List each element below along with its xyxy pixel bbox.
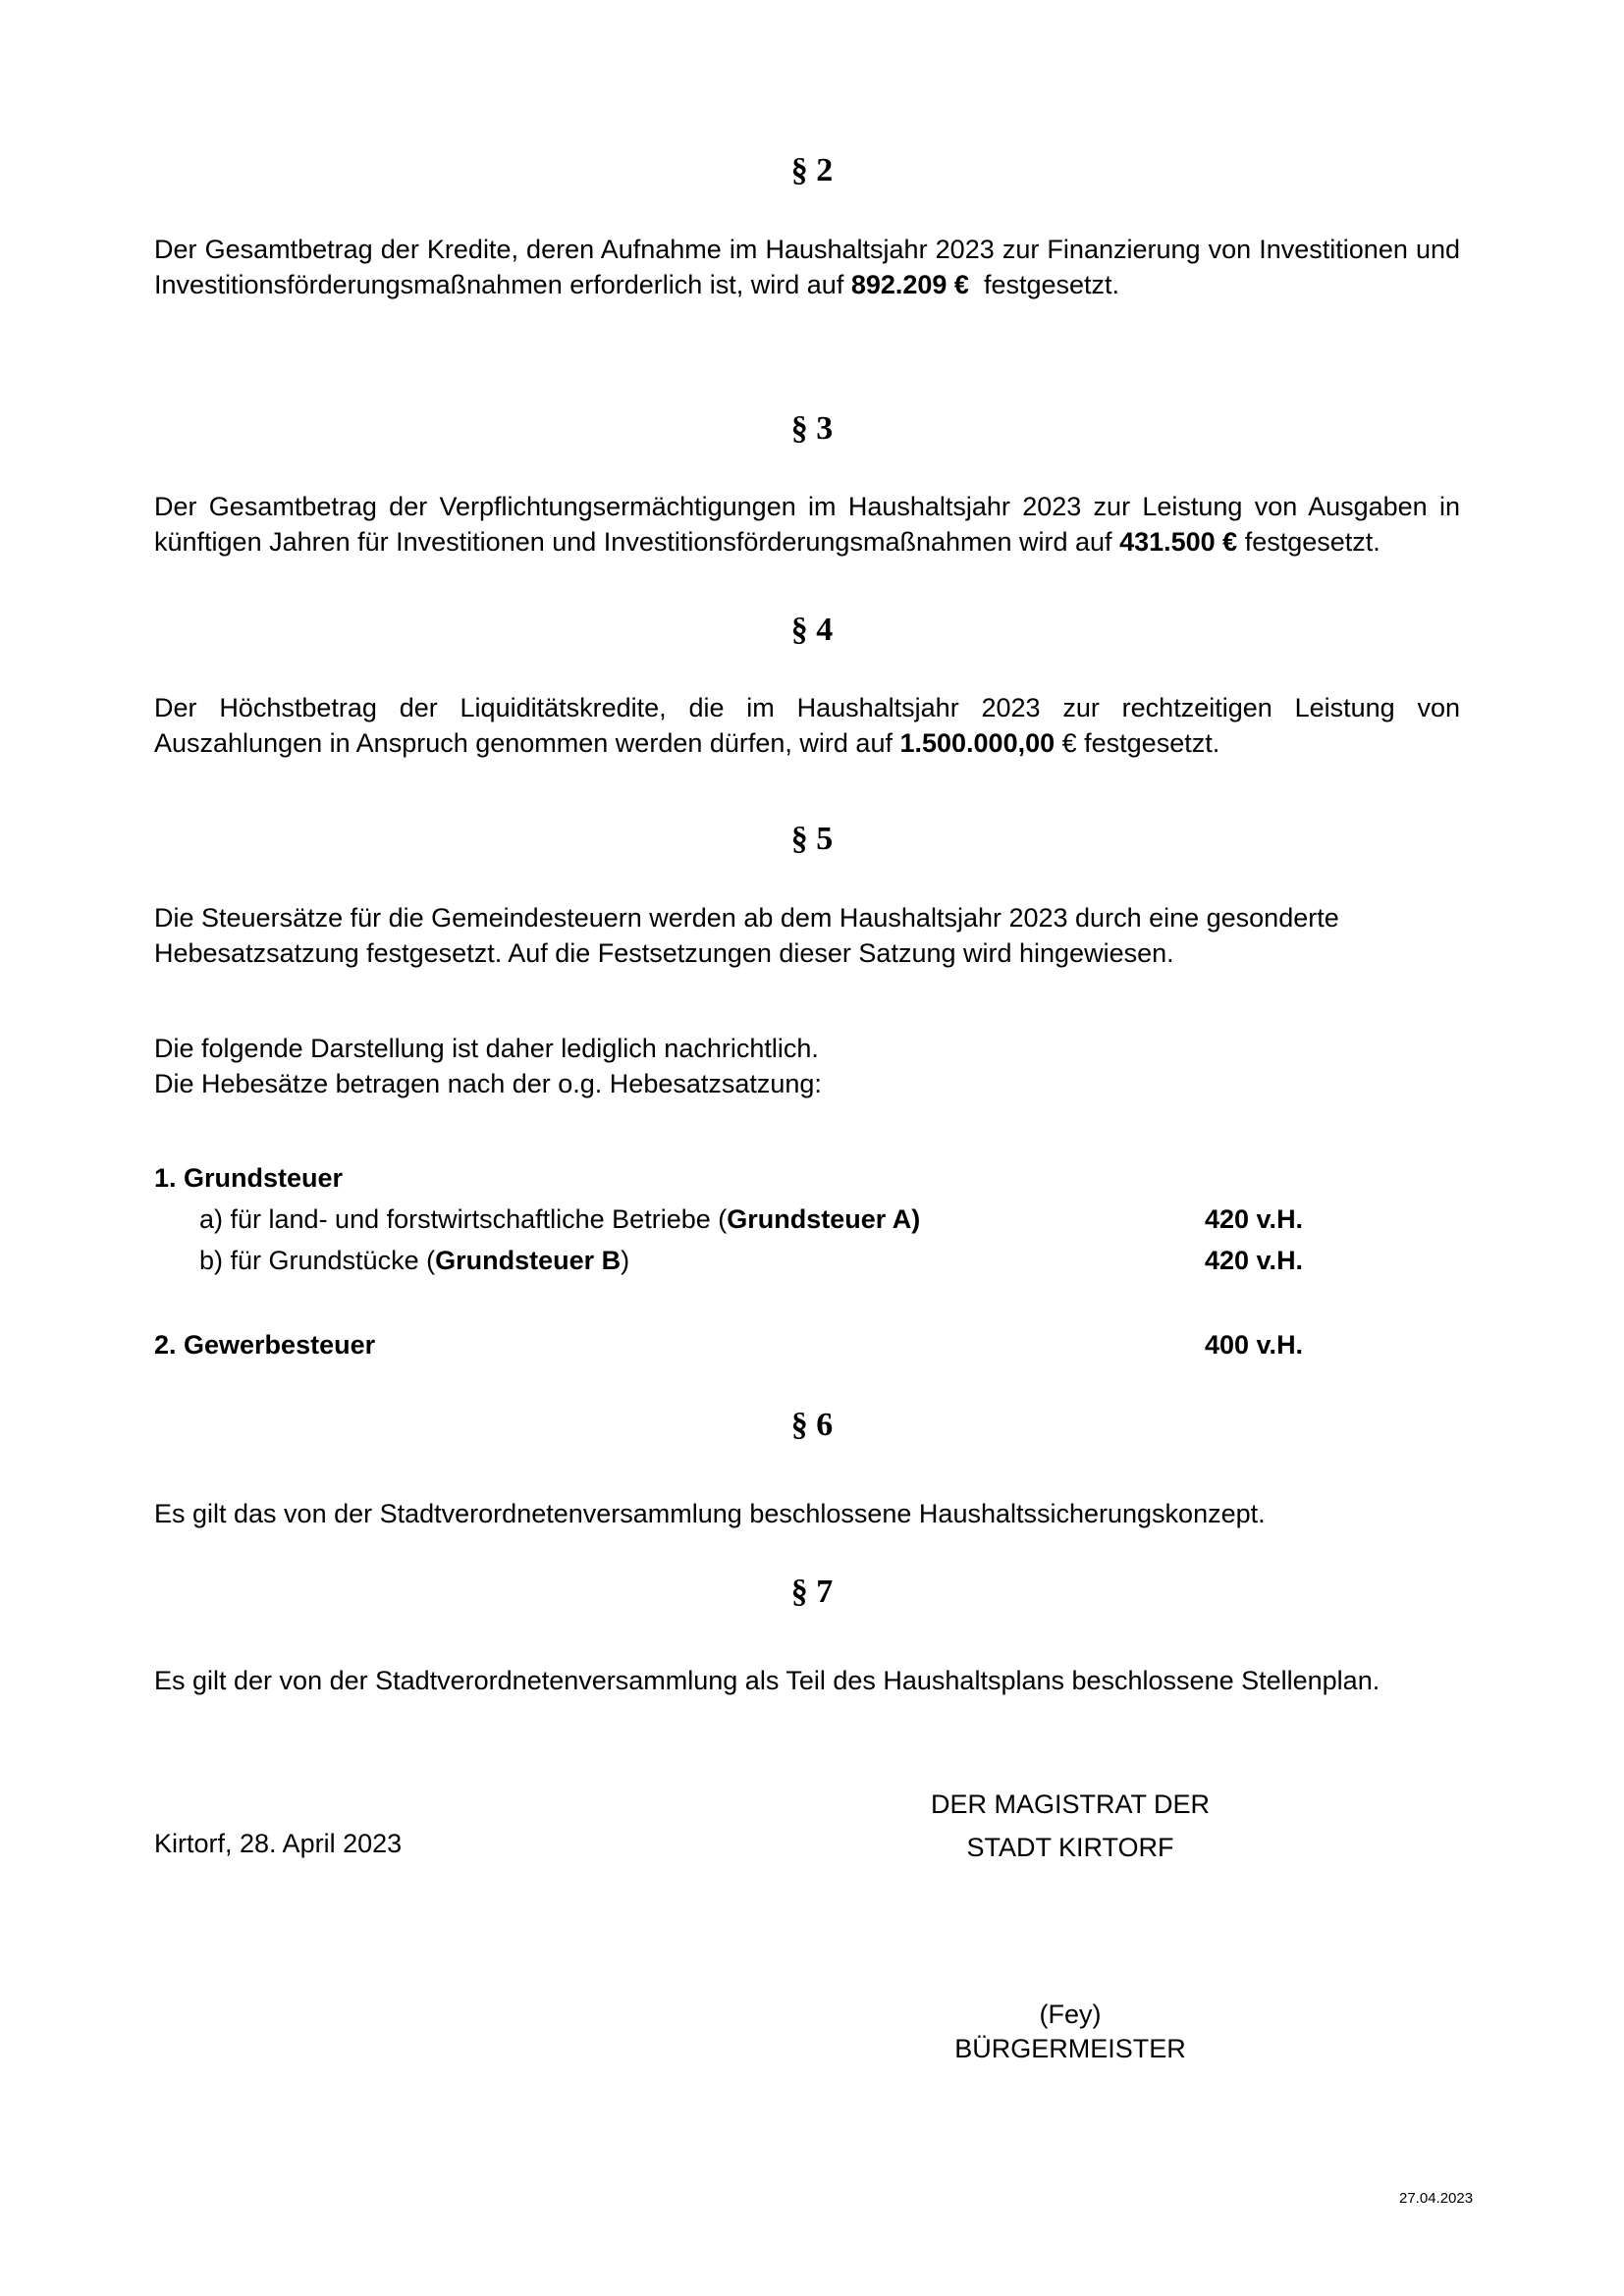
section-4-paragraph: [154, 690, 1460, 761]
grundsteuer-b-label: b) für Grundstücke (Grundsteuer B): [199, 1246, 630, 1275]
section-6-heading: § 6: [790, 1407, 834, 1443]
section-3-text: Der Gesamtbetrag der Verpflichtungsermächtigungen im Haushaltsjahr 2023 zur Leistung von Ausgaben in künftigen Jahren für Investitionen und Investitionsförderungsmaßnahmen wird auf: [154, 492, 1460, 557]
section-5-heading: § 5: [790, 821, 834, 857]
section-7-heading: § 7: [790, 1574, 834, 1610]
section-6-text: Es gilt das von der Stadtverordnetenversammlung beschlossene Haushaltssicherungskonzept.: [154, 1499, 1266, 1528]
section-3-paragraph: [154, 489, 1460, 560]
section-5-note-line-2: Die Hebesätze betragen nach der o.g. Hebesatzsatzung:: [154, 1069, 822, 1098]
section-2-text-end: festgesetzt.: [968, 270, 1120, 299]
section-4-heading: § 4: [790, 612, 834, 648]
section-7-text: Es gilt der von der Stadtverordnetenversammlung als Teil des Haushaltsplans beschlossene Stellenplan.: [154, 1666, 1380, 1695]
section-4-text-end: € festgesetzt.: [1055, 728, 1220, 758]
section-4-amount: 1.500.000,00: [899, 728, 1056, 758]
section-3-heading: § 3: [790, 410, 834, 447]
place-date: Kirtorf, 28. April 2023: [154, 1829, 403, 1858]
section-2-amount: 892.209 €: [850, 270, 969, 299]
grundsteuer-title: 1. Grundsteuer: [154, 1163, 344, 1193]
footer-date: 27.04.2023: [1399, 2190, 1474, 2207]
gewerbesteuer-value: 400 v.H.: [1205, 1330, 1304, 1360]
authority-line-2: STADT KIRTORF: [966, 1833, 1174, 1862]
section-3-amount: 431.500 €: [1119, 527, 1238, 557]
grundsteuer-b-value: 420 v.H.: [1205, 1246, 1304, 1275]
section-5-note-line-1: Die folgende Darstellung ist daher lediglich nachrichtlich.: [154, 1034, 819, 1063]
section-4-text: Der Höchstbetrag der Liquiditätskredite, die im Haushaltsjahr 2023 zur rechtzeitigen Leistung von Auszahlungen in Anspruch genommen werden dürfen, wird auf: [154, 693, 1460, 758]
section-2-paragraph: [154, 232, 1460, 302]
signer-name: (Fey): [1039, 2000, 1102, 2029]
section-5-paragraph-1: Die Steuersätze für die Gemeindesteuern werden ab dem Haushaltsjahr 2023 durch eine gesonderte Hebesatzsatzung festgesetzt. Auf die Festsetzungen dieser Satzung wird hingewiesen.: [154, 903, 1339, 968]
grundsteuer-a-value: 420 v.H.: [1205, 1204, 1304, 1234]
signer-title: BÜRGERMEISTER: [954, 2034, 1186, 2063]
section-2-heading: § 2: [790, 152, 834, 188]
grundsteuer-a-label: a) für land- und forstwirtschaftliche Betriebe (Grundsteuer A): [199, 1204, 921, 1234]
section-2-text: Der Gesamtbetrag der Kredite, deren Aufnahme im Haushaltsjahr 2023 zur Finanzierung von Investitionen und Investitionsförderungsmaßnahmen erforderlich ist, wird auf: [154, 235, 1460, 299]
authority-line-1: DER MAGISTRAT DER: [930, 1789, 1211, 1819]
section-3-text-end: festgesetzt.: [1237, 527, 1380, 557]
gewerbesteuer-title: 2. Gewerbesteuer: [154, 1330, 376, 1360]
